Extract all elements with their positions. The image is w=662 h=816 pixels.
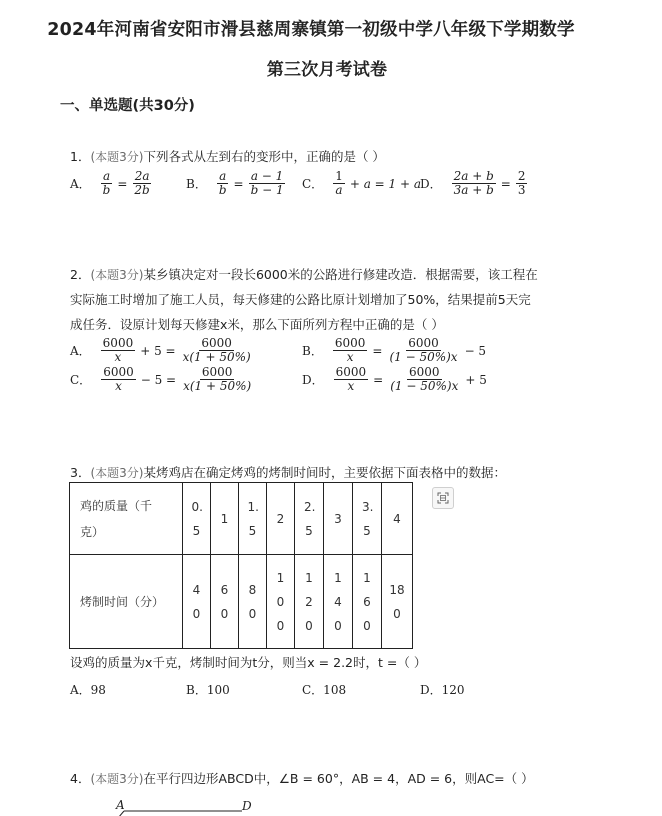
q4-score: (本题3分) xyxy=(90,772,144,786)
q2-b-tail: − 5 xyxy=(464,343,487,358)
table-cell xyxy=(353,483,382,555)
cell-text: 100 xyxy=(276,570,285,633)
q1-option-a[interactable] xyxy=(70,170,154,197)
q2-c-frac2 xyxy=(181,366,253,393)
frac-num: 2a + b xyxy=(453,169,494,183)
frac-num: 6000 xyxy=(334,336,366,350)
q2-c-op: − 5 = xyxy=(140,372,177,387)
frac-num: 2a xyxy=(134,169,150,183)
vertex-a-label: A xyxy=(116,798,125,812)
q3-option-b-text: B．100 xyxy=(186,683,230,697)
cell-text: 140 xyxy=(334,570,342,633)
table-cell xyxy=(382,483,413,555)
cell-text: 3 xyxy=(334,511,342,526)
frac-den: 3a + b xyxy=(453,183,494,197)
q1-option-b[interactable] xyxy=(186,170,288,197)
q1-option-c[interactable] xyxy=(302,170,424,197)
equals-sign: = xyxy=(117,176,128,191)
frac-num: 6000 xyxy=(335,365,367,379)
vertex-d-label: D xyxy=(242,799,252,813)
frac-den: (1 − 50%)x xyxy=(390,379,459,393)
q1-option-d[interactable] xyxy=(420,170,529,197)
q4-number: 4． xyxy=(70,771,91,786)
cell-text: 80 xyxy=(248,582,257,621)
frac-den: b − 1 xyxy=(250,183,284,197)
q3-option-c-text: C．108 xyxy=(302,683,347,697)
table-cell xyxy=(382,555,413,649)
q1-option-c-label: C． xyxy=(302,177,324,191)
table-cell xyxy=(239,555,267,649)
q4-stem xyxy=(70,769,534,787)
cell-text: 180 xyxy=(389,582,405,621)
table-cell xyxy=(295,555,324,649)
q2-stem-line2: 实际施工时增加了施工人员，每天修建的公路比原计划增加了50%，结果提前5天完 xyxy=(70,292,531,307)
frac-den: x xyxy=(115,379,122,393)
q3-row-time xyxy=(70,555,413,649)
q2-d-op: = xyxy=(373,372,384,387)
q2-text-1: 某乡镇决定对一段长6000米的公路进行修建改造．根据需要，该工程在 xyxy=(143,267,538,282)
q2-number: 2． xyxy=(70,267,91,282)
q1-d-right-fraction xyxy=(516,170,528,197)
q1-d-left-fraction xyxy=(452,170,496,197)
q3-number: 3． xyxy=(70,465,91,480)
q2-a-frac2 xyxy=(181,337,253,364)
q1-c-fraction xyxy=(333,170,345,197)
table-cell xyxy=(183,555,211,649)
q1-a-left-fraction xyxy=(101,170,113,197)
q2-stem-line3: 成任务．设原计划每天修建x米，那么下面所列方程中正确的是（ ） xyxy=(70,317,444,332)
q3-option-a-text: A．98 xyxy=(70,683,106,697)
cell-text: 1.5 xyxy=(247,499,259,538)
frac-num: a − 1 xyxy=(250,169,284,183)
q2-d-frac2 xyxy=(388,366,460,393)
q3-question: 设鸡的质量为x千克，烤制时间为t分，则当x = 2.2时，t =（ ） xyxy=(70,655,427,670)
q2-a-frac1 xyxy=(101,337,136,364)
table-cell xyxy=(295,483,324,555)
q3-row1-header-text: 鸡的质量（千克） xyxy=(80,498,153,539)
zoom-frame-icon xyxy=(437,492,449,504)
q4-parallelogram-figure xyxy=(112,796,272,816)
table-zoom-icon[interactable] xyxy=(432,487,454,509)
equals-sign: = xyxy=(500,176,511,191)
q1-b-right-fraction xyxy=(249,170,286,197)
frac-den: x xyxy=(347,379,355,393)
q3-option-c[interactable] xyxy=(302,681,346,698)
q3-option-a[interactable] xyxy=(70,681,106,698)
q2-option-b-label: B． xyxy=(302,344,323,358)
q2-stem-line1 xyxy=(70,265,538,283)
frac-den: x(1 + 50%) xyxy=(183,379,252,393)
q1-number: 1． xyxy=(70,149,91,164)
frac-num: 6000 xyxy=(103,365,134,379)
table-cell xyxy=(183,483,211,555)
q1-stem xyxy=(70,147,385,165)
cell-text: 60 xyxy=(220,582,229,621)
q3-option-d-text: D．120 xyxy=(420,683,465,697)
cell-text: 160 xyxy=(363,570,371,633)
frac-den: x(1 + 50%) xyxy=(182,350,251,364)
q1-c-rest: + a = 1 + a xyxy=(349,176,422,191)
q3-row-mass xyxy=(70,483,413,555)
frac-num: 6000 xyxy=(102,336,134,350)
q2-b-frac1 xyxy=(333,337,368,364)
frac-num: 1 xyxy=(335,169,343,183)
q3-row1-header xyxy=(70,483,183,555)
q2-option-b[interactable] xyxy=(302,337,489,364)
q3-option-b[interactable] xyxy=(186,681,230,698)
frac-num: 6000 xyxy=(201,365,233,379)
table-cell xyxy=(353,555,382,649)
table-cell xyxy=(324,555,353,649)
q3-data-table xyxy=(69,482,413,649)
table-cell xyxy=(267,483,295,555)
q2-option-d-label: D． xyxy=(302,373,324,387)
frac-den: b xyxy=(218,183,227,197)
q1-option-d-label: D． xyxy=(420,177,442,191)
table-cell xyxy=(211,483,239,555)
cell-text: 2 xyxy=(276,511,285,526)
q2-b-frac2 xyxy=(387,337,459,364)
q1-option-b-label: B． xyxy=(186,177,207,191)
cell-text: 1 xyxy=(220,511,229,526)
q2-option-a[interactable] xyxy=(70,337,261,364)
q2-c-frac1 xyxy=(101,366,136,393)
q1-score: (本题3分) xyxy=(90,150,144,164)
q2-d-tail: + 5 xyxy=(465,372,487,387)
exam-title-line2: 第三次月考试卷 xyxy=(266,60,388,80)
q3-option-d[interactable] xyxy=(420,681,465,698)
frac-den: (1 − 50%)x xyxy=(389,350,458,364)
table-cell xyxy=(211,555,239,649)
frac-den: 2b xyxy=(134,183,150,197)
table-cell xyxy=(239,483,267,555)
frac-num: 6000 xyxy=(408,336,439,350)
q2-score: (本题3分) xyxy=(90,268,144,282)
q3-text: 某烤鸡店在确定烤鸡的烤制时间时，主要依据下面表格中的数据： xyxy=(143,465,506,480)
frac-den: 3 xyxy=(517,183,526,197)
q1-b-left-fraction xyxy=(217,170,229,197)
cell-text: 3.5 xyxy=(362,499,374,538)
cell-text: 2.5 xyxy=(304,499,316,538)
q3-score: (本题3分) xyxy=(90,466,144,480)
table-cell xyxy=(324,483,353,555)
frac-num: 6000 xyxy=(409,365,440,379)
q2-option-c-label: C． xyxy=(70,373,92,387)
q2-option-d[interactable] xyxy=(302,366,490,393)
q2-b-op: = xyxy=(372,343,383,358)
frac-den: a xyxy=(335,183,343,197)
q2-d-frac1 xyxy=(334,366,369,393)
q3-row2-header: 烤制时间（分） xyxy=(70,555,183,649)
frac-den: x xyxy=(114,350,122,364)
equals-sign: = xyxy=(233,176,244,191)
cell-text: 4 xyxy=(393,511,401,526)
frac-den: b xyxy=(102,183,111,197)
frac-num: 6000 xyxy=(201,336,232,350)
q3-stem xyxy=(70,463,506,481)
frac-den: x xyxy=(346,350,354,364)
table-cell xyxy=(267,555,295,649)
exam-title-line1: 2024年河南省安阳市滑县慈周寨镇第一初级中学八年级下学期数学 xyxy=(47,20,575,40)
q1-text: 下列各式从左到右的变形中，正确的是（ ） xyxy=(143,149,385,164)
q1-option-a-label: A． xyxy=(70,177,91,191)
cell-text: 0.5 xyxy=(191,499,203,538)
q2-a-op: + 5 = xyxy=(140,343,176,358)
q1-a-right-fraction xyxy=(132,170,151,197)
section-heading: 一、单选题(共30分) xyxy=(60,98,195,114)
q4-text: 在平行四边形ABCD中，∠B = 60°，AB = 4，AD = 6，则AC=（ ） xyxy=(143,771,534,786)
cell-text: 40 xyxy=(192,582,201,621)
cell-text: 120 xyxy=(305,570,313,633)
q2-option-a-label: A． xyxy=(70,344,91,358)
frac-num: 2 xyxy=(517,169,526,183)
q2-option-c[interactable] xyxy=(70,366,261,393)
frac-num: a xyxy=(219,169,227,183)
frac-num: a xyxy=(102,169,111,183)
